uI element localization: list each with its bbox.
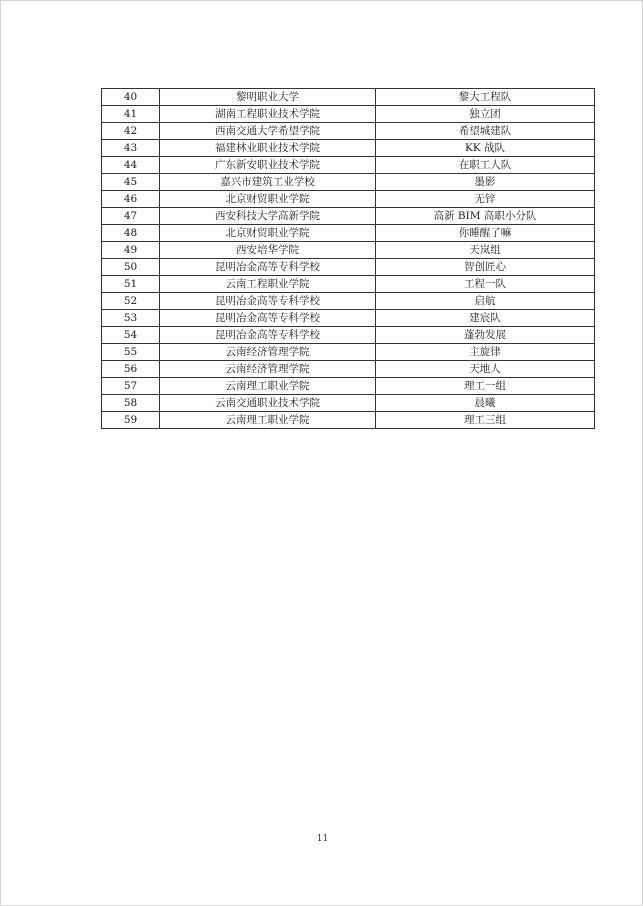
- team-name: 希望城建队: [376, 123, 595, 140]
- row-number: 59: [102, 412, 160, 429]
- row-number: 56: [102, 361, 160, 378]
- team-name: 独立团: [376, 106, 595, 123]
- team-list-table: [101, 88, 595, 429]
- school-name: 云南理工职业学院: [160, 378, 376, 395]
- team-name: 天地人: [376, 361, 595, 378]
- school-name: 昆明冶金高等专科学校: [160, 327, 376, 344]
- table-row: [102, 276, 595, 293]
- school-name: 黎明职业大学: [160, 89, 376, 106]
- school-name: 昆明冶金高等专科学校: [160, 293, 376, 310]
- row-number: 54: [102, 327, 160, 344]
- team-name: 理工一组: [376, 378, 595, 395]
- table-row: [102, 191, 595, 208]
- table-row: [102, 293, 595, 310]
- table-row: [102, 157, 595, 174]
- table-row: [102, 123, 595, 140]
- row-number: 55: [102, 344, 160, 361]
- school-name: 广东新安职业技术学院: [160, 157, 376, 174]
- school-name: 西安科技大学高新学院: [160, 208, 376, 225]
- row-number: 51: [102, 276, 160, 293]
- team-name: 工程一队: [376, 276, 595, 293]
- table-row: [102, 106, 595, 123]
- school-name: 西南交通大学希望学院: [160, 123, 376, 140]
- table-row: [102, 361, 595, 378]
- table-row: [102, 140, 595, 157]
- school-name: 云南经济管理学院: [160, 361, 376, 378]
- team-name: 无锌: [376, 191, 595, 208]
- table-row: [102, 395, 595, 412]
- row-number: 46: [102, 191, 160, 208]
- team-name: 晨曦: [376, 395, 595, 412]
- team-name: KK 战队: [376, 140, 595, 157]
- row-number: 43: [102, 140, 160, 157]
- school-name: 昆明冶金高等专科学校: [160, 310, 376, 327]
- school-name: 云南交通职业技术学院: [160, 395, 376, 412]
- row-number: 53: [102, 310, 160, 327]
- team-name: 黎大工程队: [376, 89, 595, 106]
- row-number: 52: [102, 293, 160, 310]
- team-name: 理工三组: [376, 412, 595, 429]
- team-name: 你睡醒了嘛: [376, 225, 595, 242]
- school-name: 昆明冶金高等专科学校: [160, 259, 376, 276]
- table-row: [102, 208, 595, 225]
- row-number: 50: [102, 259, 160, 276]
- table-row: [102, 259, 595, 276]
- team-name: 启航: [376, 293, 595, 310]
- row-number: 45: [102, 174, 160, 191]
- team-name: 蓬勃发展: [376, 327, 595, 344]
- team-name: 在职工人队: [376, 157, 595, 174]
- table-row: [102, 327, 595, 344]
- team-name: 智创匠心: [376, 259, 595, 276]
- row-number: 57: [102, 378, 160, 395]
- school-name: 福建林业职业技术学院: [160, 140, 376, 157]
- school-name: 北京财贸职业学院: [160, 225, 376, 242]
- row-number: 41: [102, 106, 160, 123]
- team-name: 建宸队: [376, 310, 595, 327]
- team-name: 天岚组: [376, 242, 595, 259]
- row-number: 42: [102, 123, 160, 140]
- table-row: [102, 89, 595, 106]
- row-number: 49: [102, 242, 160, 259]
- table-row: [102, 412, 595, 429]
- page-number: 11: [316, 834, 329, 844]
- school-name: 湖南工程职业技术学院: [160, 106, 376, 123]
- row-number: 44: [102, 157, 160, 174]
- table-row: [102, 310, 595, 327]
- row-number: 40: [102, 89, 160, 106]
- team-name: 墨影: [376, 174, 595, 191]
- row-number: 47: [102, 208, 160, 225]
- table-row: [102, 225, 595, 242]
- team-name: 主旋律: [376, 344, 595, 361]
- school-name: 西安培华学院: [160, 242, 376, 259]
- row-number: 48: [102, 225, 160, 242]
- school-name: 云南理工职业学院: [160, 412, 376, 429]
- table-row: [102, 174, 595, 191]
- table-row: [102, 344, 595, 361]
- school-name: 北京财贸职业学院: [160, 191, 376, 208]
- row-number: 58: [102, 395, 160, 412]
- team-list-body: [102, 89, 595, 429]
- school-name: 嘉兴市建筑工业学校: [160, 174, 376, 191]
- school-name: 云南工程职业学院: [160, 276, 376, 293]
- table-row: [102, 242, 595, 259]
- table-row: [102, 378, 595, 395]
- team-name: 高新 BIM 高职小分队: [376, 208, 595, 225]
- school-name: 云南经济管理学院: [160, 344, 376, 361]
